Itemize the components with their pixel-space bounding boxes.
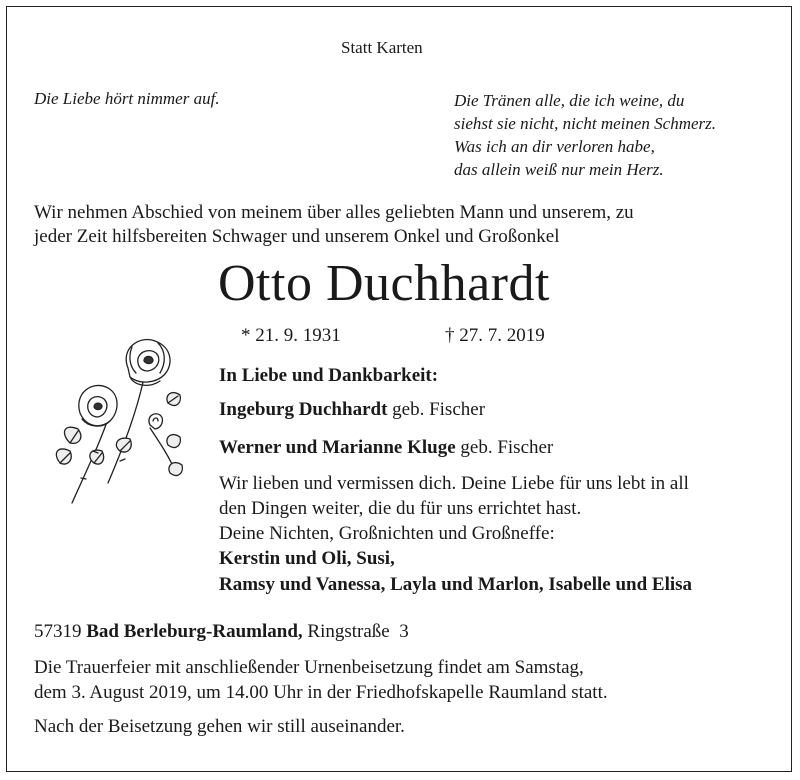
mourners-heading: In Liebe und Dankbarkeit: xyxy=(219,365,439,386)
deceased-name: Otto Duchhardt xyxy=(218,255,550,312)
relatives-line-2: Ramsy und Vanessa, Layla und Marlon, Isabelle und Elisa xyxy=(219,574,693,595)
mourner-suffix: geb. Fischer xyxy=(392,399,486,420)
relatives-line-1: Kerstin und Oli, Susi, xyxy=(219,548,395,569)
quote-right-line: Die Tränen alle, die ich weine, du xyxy=(454,91,685,110)
address-zip: 57319 xyxy=(34,621,82,642)
intro-line-2: jeder Zeit hilfsbereiten Schwager und unserem Onkel und Großonkel xyxy=(34,226,560,247)
message-line-1: Wir lieben und vermissen dich. Deine Liebe für uns lebt in all xyxy=(219,473,689,494)
mourner-line-1 xyxy=(219,399,485,421)
address-city: Bad Berleburg-Raumland, xyxy=(86,621,303,642)
ceremony-line-1: Die Trauerfeier mit anschließender Urnenbeisetzung findet am Samstag, xyxy=(34,657,584,678)
statt-karten: Statt Karten xyxy=(341,38,423,57)
message-line-2: den Dingen weiter, die du für uns errichtet hast. xyxy=(219,498,582,519)
mourner-name: Ingeburg Duchhardt xyxy=(219,399,388,420)
roses-illustration xyxy=(50,333,200,508)
quote-right xyxy=(454,89,716,181)
quote-right-line: das allein weiß nur mein Herz. xyxy=(454,160,664,179)
death-date: † 27. 7. 2019 xyxy=(445,325,545,346)
mourner-name: Werner und Marianne Kluge xyxy=(219,437,456,458)
ceremony-line-2: dem 3. August 2019, um 14.00 Uhr in der Friedhofskapelle Raumland statt. xyxy=(34,682,608,703)
address-street: Ringstraße 3 xyxy=(307,621,409,642)
mourner-suffix: geb. Fischer xyxy=(460,437,554,458)
closing-text: Nach der Beisetzung gehen wir still auseinander. xyxy=(34,716,405,737)
quote-right-line: siehst sie nicht, nicht meinen Schmerz. xyxy=(454,114,717,133)
quote-right-line: Was ich an dir verloren habe, xyxy=(454,137,655,156)
quote-left: Die Liebe hört nimmer auf. xyxy=(34,89,220,108)
intro-line-1: Wir nehmen Abschied von meinem über alles geliebten Mann und unserem, zu xyxy=(34,202,634,223)
message-line-3: Deine Nichten, Großnichten und Großneffe: xyxy=(219,523,555,544)
birth-date: * 21. 9. 1931 xyxy=(241,325,341,346)
mourner-line-2 xyxy=(219,437,553,459)
address xyxy=(34,621,409,643)
